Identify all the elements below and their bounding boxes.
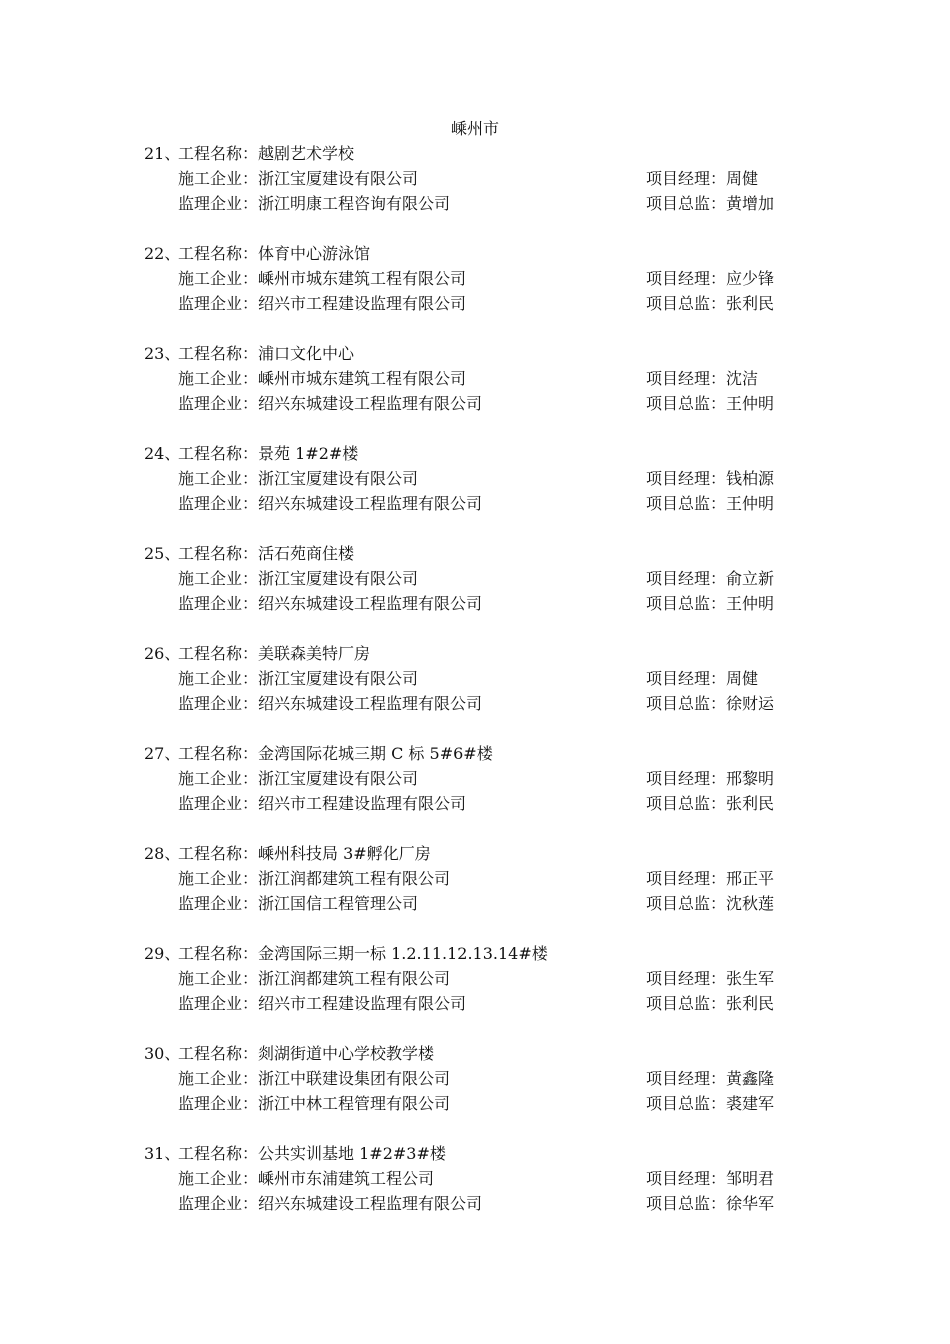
supervisor-line <box>144 691 824 716</box>
builder-line <box>144 1166 824 1191</box>
supervisor-company: 绍兴东城建设工程监理有限公司 <box>258 594 483 613</box>
name-label: 工程名称： <box>178 444 259 463</box>
project-name-line <box>144 641 824 666</box>
name-label: 工程名称： <box>178 644 259 663</box>
entry-number: 26、 <box>144 644 181 663</box>
project-entry <box>144 241 824 341</box>
manager-field <box>646 466 774 491</box>
supervisor-label: 监理企业： <box>178 594 259 613</box>
manager-name: 张生军 <box>726 969 775 988</box>
manager-label: 项目经理： <box>646 169 727 188</box>
manager-field <box>646 1166 774 1191</box>
entry-number: 29、 <box>144 944 181 963</box>
manager-name: 应少锋 <box>726 269 775 288</box>
director-name: 沈秋莲 <box>726 894 775 913</box>
director-field <box>646 891 774 916</box>
builder-company: 浙江中联建设集团有限公司 <box>258 1069 451 1088</box>
supervisor-label: 监理企业： <box>178 794 259 813</box>
entry-number: 27、 <box>144 744 181 763</box>
supervisor-label: 监理企业： <box>178 194 259 213</box>
entry-number: 28、 <box>144 844 181 863</box>
name-label: 工程名称： <box>178 844 259 863</box>
supervisor-line <box>144 491 824 516</box>
builder-company: 嵊州市城东建筑工程有限公司 <box>258 369 467 388</box>
manager-name: 黄鑫隆 <box>726 1069 775 1088</box>
name-label: 工程名称： <box>178 344 259 363</box>
project-name-line <box>144 341 824 366</box>
director-field <box>646 391 774 416</box>
name-label: 工程名称： <box>178 944 259 963</box>
supervisor-line <box>144 891 824 916</box>
director-field <box>646 191 774 216</box>
supervisor-label: 监理企业： <box>178 1194 259 1213</box>
manager-field <box>646 1066 774 1091</box>
manager-field <box>646 866 774 891</box>
project-entry <box>144 341 824 441</box>
project-name-line <box>144 741 824 766</box>
builder-company: 浙江润都建筑工程有限公司 <box>258 869 451 888</box>
manager-label: 项目经理： <box>646 569 727 588</box>
supervisor-company: 绍兴东城建设工程监理有限公司 <box>258 694 483 713</box>
manager-field <box>646 366 758 391</box>
project-name: 美联森美特厂房 <box>258 644 371 663</box>
director-label: 项目总监： <box>646 1194 727 1213</box>
supervisor-label: 监理企业： <box>178 694 259 713</box>
director-label: 项目总监： <box>646 694 727 713</box>
name-label: 工程名称： <box>178 744 259 763</box>
manager-label: 项目经理： <box>646 1069 727 1088</box>
project-name-line <box>144 1041 824 1066</box>
director-name: 张利民 <box>726 994 775 1013</box>
director-label: 项目总监： <box>646 1094 727 1113</box>
manager-field <box>646 966 774 991</box>
project-name: 活石苑商住楼 <box>258 544 355 563</box>
manager-name: 钱柏源 <box>726 469 775 488</box>
project-name: 嵊州科技局 3#孵化厂房 <box>258 844 431 863</box>
builder-line <box>144 266 824 291</box>
builder-company: 浙江宝厦建设有限公司 <box>258 569 419 588</box>
project-name: 体育中心游泳馆 <box>258 244 371 263</box>
project-entry <box>144 741 824 841</box>
supervisor-line <box>144 291 824 316</box>
project-name: 金湾国际三期一标 1.2.11.12.13.14#楼 <box>258 944 548 963</box>
project-name-line <box>144 1141 824 1166</box>
supervisor-line <box>144 791 824 816</box>
director-field <box>646 1091 774 1116</box>
director-field <box>646 991 774 1016</box>
director-label: 项目总监： <box>646 394 727 413</box>
director-label: 项目总监： <box>646 594 727 613</box>
supervisor-line <box>144 191 824 216</box>
director-name: 王仲明 <box>726 594 775 613</box>
project-name-line <box>144 941 824 966</box>
director-name: 徐华军 <box>726 1194 775 1213</box>
manager-name: 邢正平 <box>726 869 775 888</box>
manager-field <box>646 266 774 291</box>
director-name: 徐财运 <box>726 694 775 713</box>
project-entry <box>144 441 824 541</box>
builder-label: 施工企业： <box>178 969 259 988</box>
supervisor-label: 监理企业： <box>178 994 259 1013</box>
supervisor-company: 绍兴市工程建设监理有限公司 <box>258 994 467 1013</box>
project-name: 金湾国际花城三期 C 标 5#6#楼 <box>258 744 493 763</box>
name-label: 工程名称： <box>178 544 259 563</box>
project-entry <box>144 1141 824 1241</box>
supervisor-line <box>144 591 824 616</box>
builder-line <box>144 166 824 191</box>
manager-label: 项目经理： <box>646 269 727 288</box>
builder-line <box>144 466 824 491</box>
entry-number: 30、 <box>144 1044 181 1063</box>
director-label: 项目总监： <box>646 894 727 913</box>
project-entry <box>144 841 824 941</box>
director-field <box>646 291 774 316</box>
builder-company: 浙江宝厦建设有限公司 <box>258 669 419 688</box>
project-entry <box>144 1041 824 1141</box>
supervisor-company: 绍兴东城建设工程监理有限公司 <box>258 494 483 513</box>
supervisor-line <box>144 1091 824 1116</box>
director-name: 张利民 <box>726 794 775 813</box>
supervisor-company: 浙江明康工程咨询有限公司 <box>258 194 451 213</box>
manager-name: 邹明君 <box>726 1169 775 1188</box>
name-label: 工程名称： <box>178 144 259 163</box>
project-name-line <box>144 141 824 166</box>
project-name-line <box>144 541 824 566</box>
manager-field <box>646 666 758 691</box>
manager-label: 项目经理： <box>646 1169 727 1188</box>
builder-company: 浙江宝厦建设有限公司 <box>258 169 419 188</box>
entry-number: 23、 <box>144 344 181 363</box>
director-label: 项目总监： <box>646 994 727 1013</box>
builder-line <box>144 666 824 691</box>
director-name: 裘建军 <box>726 1094 775 1113</box>
director-name: 王仲明 <box>726 394 775 413</box>
project-entry <box>144 541 824 641</box>
builder-line <box>144 366 824 391</box>
project-entry <box>144 941 824 1041</box>
supervisor-label: 监理企业： <box>178 894 259 913</box>
supervisor-label: 监理企业： <box>178 1094 259 1113</box>
entry-number: 22、 <box>144 244 181 263</box>
director-field <box>646 491 774 516</box>
supervisor-company: 绍兴东城建设工程监理有限公司 <box>258 1194 483 1213</box>
project-name: 浦口文化中心 <box>258 344 355 363</box>
builder-company: 浙江宝厦建设有限公司 <box>258 769 419 788</box>
supervisor-company: 绍兴市工程建设监理有限公司 <box>258 794 467 813</box>
project-name-line <box>144 441 824 466</box>
project-name-line <box>144 241 824 266</box>
builder-company: 浙江润都建筑工程有限公司 <box>258 969 451 988</box>
manager-field <box>646 766 774 791</box>
entry-number: 25、 <box>144 544 181 563</box>
supervisor-line <box>144 991 824 1016</box>
manager-label: 项目经理： <box>646 469 727 488</box>
project-entry <box>144 641 824 741</box>
project-name: 景苑 1#2#楼 <box>258 444 359 463</box>
builder-label: 施工企业： <box>178 569 259 588</box>
manager-name: 沈洁 <box>726 369 759 388</box>
builder-label: 施工企业： <box>178 769 259 788</box>
builder-label: 施工企业： <box>178 869 259 888</box>
director-label: 项目总监： <box>646 494 727 513</box>
entry-number: 21、 <box>144 144 181 163</box>
director-name: 张利民 <box>726 294 775 313</box>
builder-label: 施工企业： <box>178 169 259 188</box>
builder-label: 施工企业： <box>178 1069 259 1088</box>
builder-line <box>144 766 824 791</box>
name-label: 工程名称： <box>178 1044 259 1063</box>
director-field <box>646 691 774 716</box>
project-name: 公共实训基地 1#2#3#楼 <box>258 1144 446 1163</box>
builder-line <box>144 1066 824 1091</box>
manager-label: 项目经理： <box>646 369 727 388</box>
builder-company: 嵊州市城东建筑工程有限公司 <box>258 269 467 288</box>
manager-label: 项目经理： <box>646 869 727 888</box>
manager-label: 项目经理： <box>646 769 727 788</box>
manager-name: 邢黎明 <box>726 769 775 788</box>
supervisor-company: 绍兴东城建设工程监理有限公司 <box>258 394 483 413</box>
builder-line <box>144 866 824 891</box>
director-label: 项目总监： <box>646 794 727 813</box>
builder-label: 施工企业： <box>178 1169 259 1188</box>
name-label: 工程名称： <box>178 244 259 263</box>
builder-company: 嵊州市东浦建筑工程公司 <box>258 1169 435 1188</box>
name-label: 工程名称： <box>178 1144 259 1163</box>
director-field <box>646 591 774 616</box>
supervisor-company: 浙江中林工程管理有限公司 <box>258 1094 451 1113</box>
director-name: 黄增加 <box>726 194 775 213</box>
project-name: 越剧艺术学校 <box>258 144 355 163</box>
supervisor-company: 浙江国信工程管理公司 <box>258 894 419 913</box>
builder-label: 施工企业： <box>178 669 259 688</box>
supervisor-label: 监理企业： <box>178 494 259 513</box>
supervisor-line <box>144 1191 824 1216</box>
supervisor-company: 绍兴市工程建设监理有限公司 <box>258 294 467 313</box>
manager-name: 周健 <box>726 169 759 188</box>
director-field <box>646 1191 774 1216</box>
project-name-line <box>144 841 824 866</box>
director-field <box>646 791 774 816</box>
manager-name: 周健 <box>726 669 759 688</box>
director-label: 项目总监： <box>646 194 727 213</box>
page-title: 嵊州市 <box>450 119 499 138</box>
builder-label: 施工企业： <box>178 369 259 388</box>
manager-field <box>646 166 758 191</box>
builder-line <box>144 966 824 991</box>
supervisor-label: 监理企业： <box>178 294 259 313</box>
manager-field <box>646 566 774 591</box>
builder-company: 浙江宝厦建设有限公司 <box>258 469 419 488</box>
manager-name: 俞立新 <box>726 569 775 588</box>
manager-label: 项目经理： <box>646 969 727 988</box>
project-list <box>144 141 824 1241</box>
director-name: 王仲明 <box>726 494 775 513</box>
builder-label: 施工企业： <box>178 469 259 488</box>
entry-number: 24、 <box>144 444 181 463</box>
director-label: 项目总监： <box>646 294 727 313</box>
entry-number: 31、 <box>144 1144 181 1163</box>
builder-line <box>144 566 824 591</box>
supervisor-line <box>144 391 824 416</box>
supervisor-label: 监理企业： <box>178 394 259 413</box>
project-entry <box>144 141 824 241</box>
project-name: 剡湖街道中心学校教学楼 <box>258 1044 435 1063</box>
builder-label: 施工企业： <box>178 269 259 288</box>
manager-label: 项目经理： <box>646 669 727 688</box>
